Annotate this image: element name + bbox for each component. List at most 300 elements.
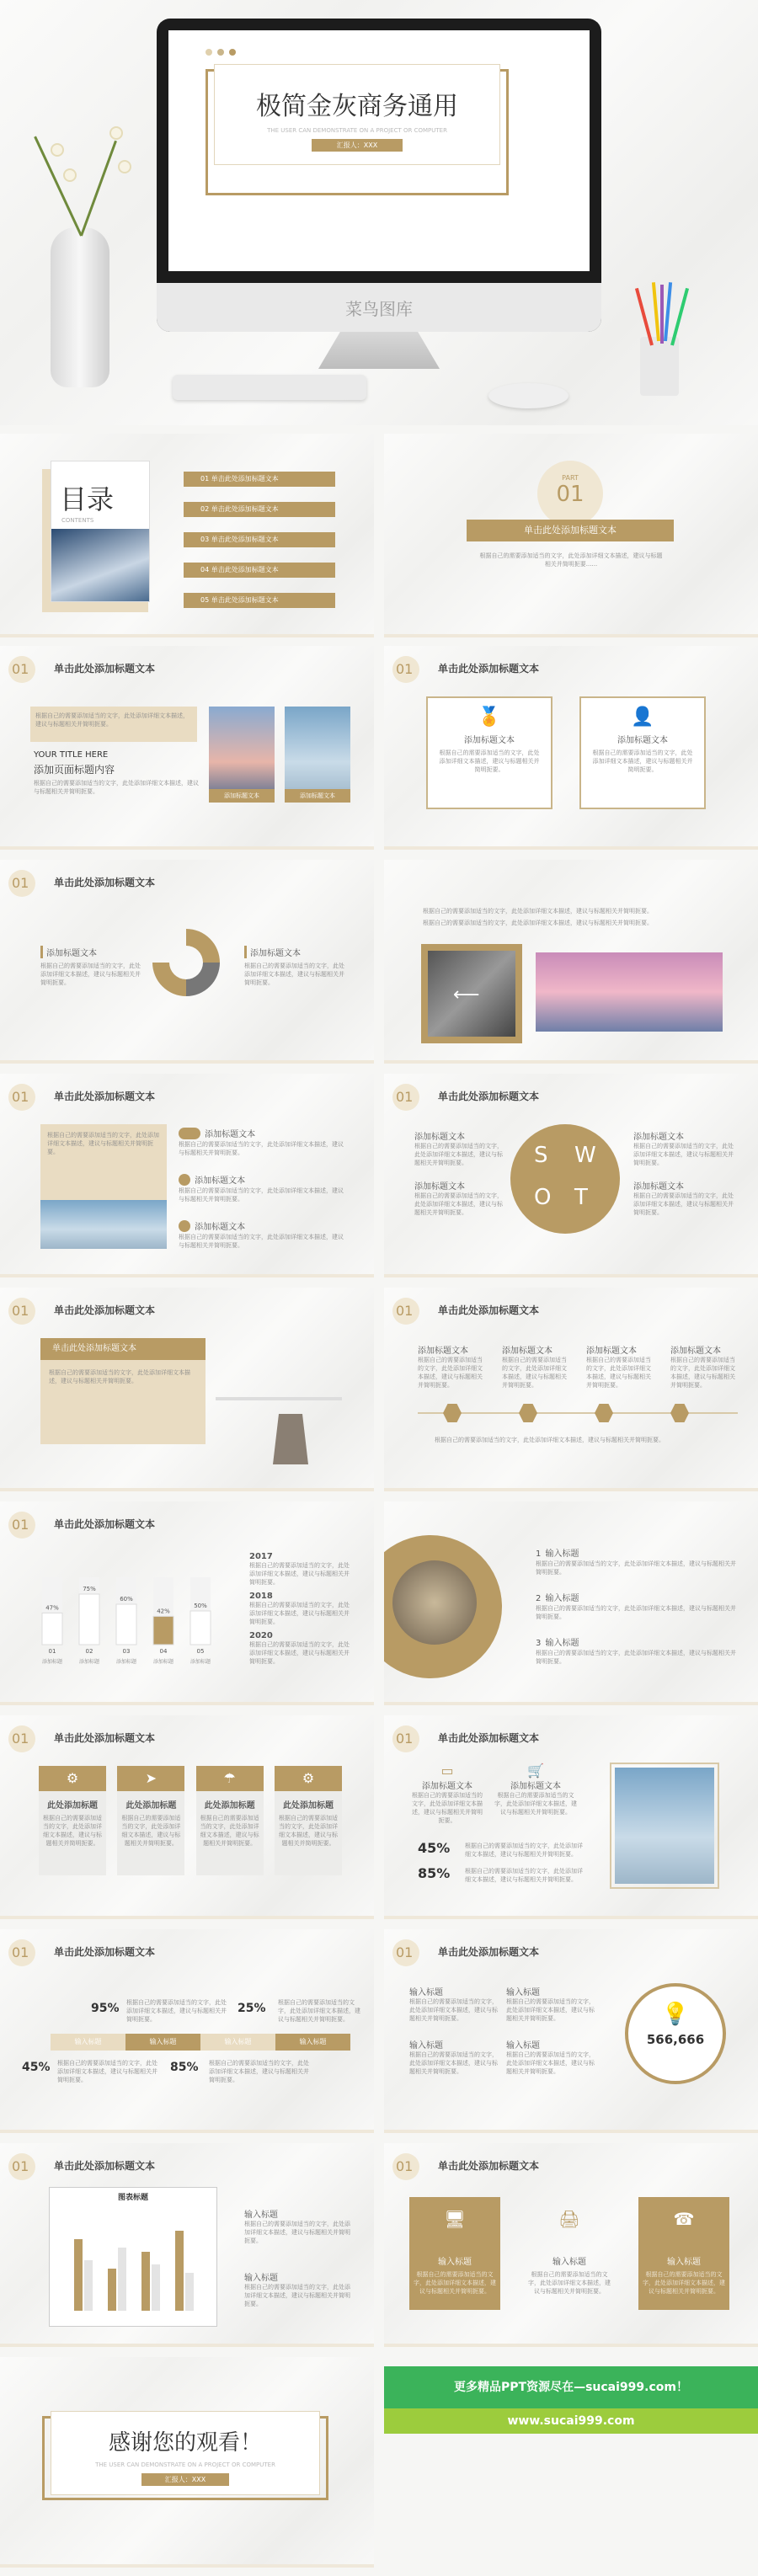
timeline-line: [418, 1412, 738, 1414]
toc-subtitle: CONTENTS: [61, 517, 94, 524]
slide-number: 01: [8, 1512, 35, 1539]
bar: [175, 2231, 184, 2311]
group-title: 添加标题文本: [40, 946, 141, 958]
input-title: 输入标题: [244, 2274, 278, 2283]
phone-icon: ☎: [673, 2209, 695, 2229]
step-number: 2: [536, 1594, 542, 1603]
tab[interactable]: 输入标题: [275, 2034, 350, 2051]
swot-w: W: [574, 1143, 596, 1168]
paragraph: 根据自己的需要添加适当的文字，此处添加详细文本描述，建议与标题相关并简明扼要。: [423, 920, 653, 926]
toc-item[interactable]: 05 单击此处添加标题文本: [184, 593, 335, 608]
tab[interactable]: 输入标题: [51, 2034, 125, 2051]
card-title: 此处添加标题: [47, 1801, 98, 1811]
bar: [108, 2269, 116, 2311]
feature-card: [579, 696, 706, 809]
slide-title: 单击此处添加标题文本: [438, 1091, 540, 1102]
mini-bar-chart: [67, 2210, 201, 2311]
text-group-right: [244, 946, 345, 987]
chair-illustration: [261, 1414, 320, 1464]
input-title: 输入标题: [506, 2041, 540, 2051]
tile: [524, 2197, 615, 2310]
slide-toc: [0, 434, 374, 637]
data-label: 75%: [83, 1586, 96, 1592]
data-label: 50%: [194, 1603, 207, 1609]
bar: [185, 2273, 194, 2311]
tick-label: 01: [48, 1648, 56, 1655]
group-title: 添加标题文本: [244, 946, 345, 958]
year-label: 2018: [249, 1592, 273, 1601]
tab-strip: [51, 2034, 350, 2051]
text-block-body: 根据自己的需要添加适当的文字，此处添加详细文本描述，建议与标题相关并简明扼要。: [49, 1369, 190, 1384]
plane-photo: [40, 1200, 167, 1249]
timeline-item: [586, 1343, 654, 1389]
text-block-body: 根据自己的需要添加适当的文字，此处添加详细文本描述，建议与标题相关并简明扼要。: [35, 712, 189, 728]
info-card: [39, 1766, 106, 1875]
bar-chart: [34, 1544, 219, 1678]
tile-title: 输入标题: [667, 2258, 701, 2267]
mouse-illustration: [488, 383, 568, 408]
swot-label: 添加标题文本: [414, 1133, 465, 1142]
year-body: 根据自己的需要添加适当的文字，此处添加详细文本描述，建议与标题相关并简明扼要。: [249, 1562, 350, 1586]
year-label: 2020: [249, 1631, 273, 1640]
input-item: [409, 2038, 498, 2076]
slide-3: [0, 646, 374, 850]
bar-group: [175, 2231, 194, 2311]
flower-icon: [109, 126, 123, 140]
tile-body: 根据自己的需要添加适当的文字，此处添加详细文本描述，建议与标题相关并简明扼要。: [528, 2271, 611, 2295]
bar: [153, 1616, 173, 1645]
swot-t: T: [574, 1185, 588, 1210]
card-body: 根据自己的需要添加适当的文字，此处添加详细文本描述，建议与标题相关并简明扼要。: [200, 1815, 259, 1847]
monitor-icon: ▭: [440, 1763, 454, 1779]
timeline-note: 根据自己的需要添加适当的文字，此处添加详细文本描述，建议与标题相关并简明扼要。: [435, 1437, 665, 1443]
slide-section: [384, 434, 758, 637]
swot-body: 根据自己的需要添加适当的文字，此处添加详细文本描述，建议与标题相关并简明扼要。: [633, 1192, 734, 1216]
step-body: 根据自己的需要添加适当的文字，此处添加详细文本描述，建议与标题相关并简明扼要。: [536, 1605, 736, 1620]
monitor-icon: [179, 1128, 200, 1139]
text-group-left: [40, 946, 141, 987]
feature-body: 根据自己的需要添加适当的文字，此处添加详细文本描述，建议与标题相关并简明扼要。: [179, 1187, 344, 1203]
toc-title: 目录: [60, 483, 115, 515]
photo-frame: [610, 1763, 719, 1889]
input-title: 输入标题: [244, 2211, 278, 2220]
slide-6: [384, 860, 758, 1064]
timeline-title: 添加标题文本: [586, 1347, 637, 1356]
card-title: 添加标题文本: [464, 736, 515, 745]
plane-photo: [285, 707, 350, 799]
text-block-body: 根据自己的需要添加适当的文字，此处添加详细文本描述，建议与标题相关并简明扼要。: [47, 1132, 159, 1155]
slide-number: 01: [392, 1298, 419, 1325]
swot-body: 根据自己的需要添加适当的文字，此处添加详细文本描述，建议与标题相关并简明扼要。: [414, 1143, 503, 1166]
data-label: 47%: [45, 1604, 59, 1612]
step-body: 根据自己的需要添加适当的文字，此处添加详细文本描述，建议与标题相关并简明扼要。: [536, 1560, 736, 1576]
thanks-box: [51, 2411, 320, 2495]
step-number: 1: [536, 1549, 542, 1559]
slide-7: [0, 1074, 374, 1277]
slide-title: 单击此处添加标题文本: [54, 1304, 156, 1316]
slide-15: [0, 1929, 374, 2133]
slide-number: 01: [8, 1298, 35, 1325]
bar: [79, 1594, 99, 1645]
text-block: [40, 1360, 206, 1444]
step-title: 输入标题: [545, 1549, 579, 1559]
feature-item: [179, 1124, 347, 1157]
pct-body: 根据自己的需要添加适当的文字，此处添加详细文本描述，建议与标题相关并简明扼要。: [465, 1868, 583, 1883]
cover-title: 极简金灰商务通用: [256, 92, 458, 121]
section-desc: 根据自己的需要添加适当的文字，此处添加详细文本描述，建议与标题相关并简明扼要......: [479, 552, 663, 568]
stat-pct: 45%: [418, 1840, 451, 1856]
monitor-screen: [168, 30, 590, 271]
swot-label: 添加标题文本: [414, 1182, 465, 1192]
feature-card: [426, 696, 552, 809]
title-box: [214, 64, 500, 165]
vase-illustration: [51, 227, 109, 387]
card-title: 此处添加标题: [204, 1801, 255, 1811]
bar: [141, 2252, 150, 2311]
input-list: [244, 2207, 354, 2308]
slide-title: 单击此处添加标题文本: [438, 1732, 540, 1744]
bar: [42, 1613, 62, 1645]
timeline-node-icon: [443, 1404, 462, 1422]
card-body: 根据自己的需要添加适当的文字，此处添加详细文本描述，建议与标题相关并简明扼要。: [592, 749, 693, 773]
ad-line1[interactable]: 更多精品PPT资源尽在—sucai999.com！: [384, 2366, 758, 2408]
en-title: YOUR TITLE HERE: [34, 750, 109, 760]
pencil-icon: [670, 288, 689, 346]
cover-author: 汇报人：XXX: [312, 139, 403, 152]
slide-14: [384, 1715, 758, 1919]
dots-decoration: [206, 49, 236, 56]
swot-body: 根据自己的需要添加适当的文字，此处添加详细文本描述，建议与标题相关并简明扼要。: [414, 1192, 503, 1216]
bridge-photo: [536, 952, 723, 1032]
slide-number: 01: [8, 870, 35, 897]
input-title: 输入标题: [409, 2041, 443, 2051]
chart-box: [49, 2187, 217, 2327]
swot-body: 根据自己的需要添加适当的文字，此处添加详细文本描述，建议与标题相关并简明扼要。: [633, 1143, 734, 1166]
tile-title: 输入标题: [552, 2258, 586, 2267]
timeline-item: [418, 1343, 485, 1389]
keyboard-illustration: [173, 375, 366, 400]
slide-title: 单击此处添加标题文本: [438, 1304, 540, 1316]
slide-11-chart: [0, 1501, 374, 1705]
slide-title: 单击此处添加标题文本: [438, 2160, 540, 2172]
pct-body: 根据自己的需要添加适当的文字，此处添加详细文本描述，建议与标题相关并简明扼要。: [57, 2060, 157, 2083]
slide-9: [0, 1288, 374, 1491]
slide-number: 01: [392, 2153, 419, 2180]
desk-illustration: [216, 1397, 342, 1400]
toc-item[interactable]: 03 单击此处添加标题文本: [184, 532, 335, 547]
photo-caption: 添加标题文本: [285, 789, 350, 803]
input-item: [506, 1985, 595, 2023]
banner-title: 单击此处添加标题文本: [40, 1338, 206, 1360]
slide-title: 单击此处添加标题文本: [54, 1732, 156, 1744]
pct-value: 95%: [91, 2002, 120, 2015]
slide-title: 单击此处添加标题文本: [438, 663, 540, 675]
slide-number: 01: [8, 1725, 35, 1752]
photo-caption: 添加标题文本: [209, 789, 275, 803]
year-body: 根据自己的需要添加适当的文字，此处添加详细文本描述，建议与标题相关并简明扼要。: [249, 1602, 350, 1625]
input-body: 根据自己的需要添加适当的文字，此处添加详细文本描述，建议与标题相关并简明扼要。: [244, 2284, 350, 2307]
timeline-node-icon: [670, 1404, 689, 1422]
group-body: 根据自己的需要添加适当的文字，此处添加详细文本描述，建议与标题相关并简明扼要。: [40, 963, 141, 986]
pct-body: 根据自己的需要添加适当的文字，此处添加详细文本描述，建议与标题相关并简明扼要。: [126, 1999, 227, 2023]
bridge-photo: [209, 707, 275, 799]
timeline-body: 根据自己的需要添加适当的文字，此处添加详细文本描述，建议与标题相关并简明扼要。: [586, 1357, 651, 1389]
tile: [638, 2197, 729, 2310]
step-title: 输入标题: [545, 1594, 579, 1603]
slide-number: 01: [392, 1084, 419, 1111]
tick-label: 05: [196, 1648, 205, 1655]
pct-body: 根据自己的需要添加适当的文字，此处添加详细文本描述，建议与标题相关并简明扼要。: [209, 2060, 309, 2083]
toc-item[interactable]: 04 单击此处添加标题文本: [184, 563, 335, 578]
slide-16: [384, 1929, 758, 2133]
bar: [84, 2260, 93, 2311]
input-title: 输入标题: [506, 1988, 540, 1997]
swot-label: 添加标题文本: [633, 1182, 684, 1192]
slide-17: [0, 2143, 374, 2347]
slide-5: [0, 860, 374, 1064]
year-list: [249, 1552, 350, 1666]
tile-row: [409, 2197, 729, 2310]
medal-icon: 🏅: [478, 707, 501, 728]
swot-left: [414, 1129, 507, 1217]
group-body: 根据自己的需要添加适当的文字，此处添加详细文本描述，建议与标题相关并简明扼要。: [244, 963, 344, 986]
year-label: 2017: [249, 1552, 273, 1561]
stat-body: 根据自己的需要添加适当的文字，此处添加详细文本描述，建议与标题相关并简明扼要。: [494, 1792, 577, 1816]
tick-label: 04: [159, 1648, 168, 1655]
info-card: [117, 1766, 184, 1875]
photo-frame: [421, 944, 522, 1043]
stat-circle: [625, 1983, 726, 2084]
card-body: 根据自己的需要添加适当的文字，此处添加详细文本描述，建议与标题相关并简明扼要。: [278, 1815, 338, 1847]
slide-title: 单击此处添加标题文本: [438, 1946, 540, 1958]
slide-18: [384, 2143, 758, 2347]
slide-number: 01: [392, 656, 419, 683]
swot-o: O: [534, 1185, 552, 1210]
thanks-author: 汇报人：XXX: [141, 2473, 229, 2486]
data-label: 60%: [120, 1596, 133, 1603]
send-icon: ➤: [117, 1766, 184, 1791]
section-badge: [537, 461, 603, 526]
swot-circle: [510, 1124, 620, 1234]
feature-list: [179, 1124, 347, 1250]
tile: [409, 2197, 500, 2310]
slide-title: 单击此处添加标题文本: [54, 877, 156, 888]
slide-number: 01: [392, 1939, 419, 1966]
swot-label: 添加标题文本: [633, 1133, 684, 1142]
cover-hero: [0, 0, 758, 425]
monitor-stand: [318, 332, 440, 369]
step-list: [536, 1544, 738, 1666]
pencil-icon: [652, 282, 660, 341]
section-number: 01: [556, 482, 585, 507]
pencil-icon: [664, 282, 672, 341]
input-title: 输入标题: [409, 1988, 443, 1997]
year-body: 根据自己的需要添加适当的文字，此处添加详细文本描述，建议与标题相关并简明扼要。: [249, 1641, 350, 1665]
circle-frame: [384, 1535, 502, 1678]
slide-thanks: [0, 2357, 374, 2568]
step-title: 输入标题: [545, 1639, 579, 1648]
feature-title: 添加标题文本: [195, 1223, 246, 1232]
feature-body: 根据自己的需要添加适当的文字，此处添加详细文本描述，建议与标题相关并简明扼要。: [179, 1234, 344, 1249]
slide-number: 01: [8, 2153, 35, 2180]
building-photo: [51, 529, 149, 601]
lightbulb-icon: 💡: [661, 2002, 690, 2027]
brand-label: 菜鸟图库: [157, 283, 601, 332]
tile-body: 根据自己的需要添加适当的文字，此处添加详细文本描述，建议与标题相关并简明扼要。: [414, 2271, 496, 2295]
timeline-node-icon: [519, 1404, 537, 1422]
monitor-illustration: [157, 19, 601, 332]
flower-icon: [118, 160, 131, 173]
user-icon: 👤: [631, 707, 654, 728]
umbrella-icon: ☂: [196, 1766, 264, 1791]
card-row: [39, 1766, 342, 1875]
bar-group: [74, 2239, 93, 2311]
toc-card: [51, 461, 150, 602]
input-grid: [409, 1985, 595, 2076]
timeline-body: 根据自己的需要添加适当的文字，此处添加详细文本描述，建议与标题相关并简明扼要。: [502, 1357, 567, 1389]
slide-title: 单击此处添加标题文本: [54, 1946, 156, 1958]
tick-label: 02: [85, 1648, 93, 1655]
timeline-title: 添加标题文本: [670, 1347, 721, 1356]
input-body: 根据自己的需要添加适当的文字，此处添加详细文本描述，建议与标题相关并简明扼要。: [409, 1998, 498, 2022]
card-title: 添加标题文本: [617, 736, 668, 745]
step-body: 根据自己的需要添加适当的文字，此处添加详细文本描述，建议与标题相关并简明扼要。: [536, 1650, 736, 1665]
text-block: [30, 707, 197, 742]
chart-title: 图表标题: [117, 2194, 148, 2202]
text-block: [40, 1124, 167, 1205]
category-label: 添加标题: [152, 1659, 174, 1665]
arrow-icon: ⟵: [453, 984, 480, 1005]
data-label: 42%: [157, 1608, 170, 1615]
section-part: PART: [562, 474, 579, 482]
flower-icon: [63, 168, 77, 182]
cn-title: 添加页面标题内容: [34, 764, 115, 776]
step-number: 3: [536, 1639, 542, 1648]
flower-stem: [80, 141, 117, 237]
thanks-subtitle: THE USER CAN DEMONSTRATE ON A PROJECT OR COMPUTER: [95, 2461, 275, 2468]
road-photo: [428, 951, 515, 1037]
flower-icon: [51, 143, 64, 157]
slide-4: [384, 646, 758, 850]
input-body: 根据自己的需要添加适当的文字，此处添加详细文本描述，建议与标题相关并简明扼要。: [506, 1998, 595, 2022]
swot-s: S: [534, 1143, 548, 1168]
timeline-item: [502, 1343, 569, 1389]
input-body: 根据自己的需要添加适当的文字，此处添加详细文本描述，建议与标题相关并简明扼要。: [506, 2051, 595, 2075]
tab[interactable]: 输入标题: [200, 2034, 275, 2051]
gear-icon: ⚙: [39, 1766, 106, 1791]
gear-icon: [179, 1174, 190, 1186]
timeline-body: 根据自己的需要添加适当的文字，此处添加详细文本描述，建议与标题相关并简明扼要。: [418, 1357, 483, 1389]
feature-item: [179, 1217, 347, 1250]
cover-subtitle: THE USER CAN DEMONSTRATE ON A PROJECT OR COMPUTER: [267, 127, 447, 134]
slide-10-timeline: [384, 1288, 758, 1491]
card-body: 根据自己的需要添加适当的文字，此处添加详细文本描述，建议与标题相关并简明扼要。: [43, 1815, 102, 1847]
tile-body: 根据自己的需要添加适当的文字，此处添加详细文本描述，建议与标题相关并简明扼要。: [643, 2271, 725, 2295]
slide-13: [0, 1715, 374, 1919]
card-body: 根据自己的需要添加适当的文字，此处添加详细文本描述，建议与标题相关并简明扼要。: [121, 1815, 181, 1847]
bar-chart-svg: [34, 1544, 219, 1678]
ad-line2[interactable]: www.sucai999.com: [384, 2408, 758, 2434]
swot-right: [633, 1129, 734, 1217]
info-card: [275, 1766, 342, 1875]
pct-body: 根据自己的需要添加适当的文字，此处添加详细文本描述，建议与标题相关并简明扼要。: [278, 1999, 360, 2023]
stat-title: 添加标题文本: [510, 1782, 561, 1791]
timeline-item: [670, 1343, 738, 1389]
slide-number: 01: [8, 1939, 35, 1966]
thanks-title: 感谢您的观看！: [108, 2430, 262, 2456]
slide-title: 单击此处添加标题文本: [54, 1518, 156, 1530]
info-card: [196, 1766, 264, 1875]
pct-value: 25%: [238, 2002, 266, 2015]
stat-number: 566,666: [646, 2032, 705, 2047]
slide-number: 01: [8, 1084, 35, 1111]
bar: [118, 2248, 126, 2311]
slide-number: 01: [392, 1725, 419, 1752]
input-item: [409, 1985, 498, 2023]
pct-value: 45%: [22, 2061, 51, 2074]
input-body: 根据自己的需要添加适当的文字，此处添加详细文本描述，建议与标题相关并简明扼要。: [409, 2051, 498, 2075]
bar: [152, 2264, 160, 2311]
timeline-node-icon: [595, 1404, 613, 1422]
category-label: 添加标题: [115, 1659, 137, 1665]
paragraph: 根据自己的需要添加适当的文字，此处添加详细文本描述，建议与标题相关并简明扼要。: [423, 908, 653, 915]
card-body: 根据自己的需要添加适当的文字，此处添加详细文本描述，建议与标题相关并简明扼要。: [439, 749, 540, 773]
stat-body: 根据自己的需要添加适当的文字，此处添加详细文本描述，建议与标题相关并简明扼要。: [412, 1792, 483, 1824]
feature-body: 根据自己的需要添加适当的文字，此处添加详细文本描述，建议与标题相关并简明扼要。: [179, 1141, 344, 1156]
feature-title: 添加标题文本: [195, 1176, 246, 1186]
tile-title: 输入标题: [438, 2258, 472, 2267]
body-text: 根据自己的需要添加适当的文字，此处添加详细文本描述，建议与标题相关并简明扼要。: [34, 780, 199, 795]
toc-item[interactable]: 01 单击此处添加标题文本: [184, 472, 335, 487]
bar: [116, 1604, 136, 1645]
card-title: 此处添加标题: [282, 1801, 334, 1811]
pct-value: 85%: [170, 2061, 199, 2074]
category-label: 添加标题: [78, 1659, 100, 1665]
pencil-icon: [660, 285, 664, 344]
timeline-body: 根据自己的需要添加适当的文字，此处添加详细文本描述，建议与标题相关并简明扼要。: [670, 1357, 735, 1389]
bar-group: [108, 2248, 126, 2311]
feature-item: [179, 1171, 347, 1203]
ad-banner[interactable]: [384, 2366, 758, 2469]
step-item: [536, 1588, 738, 1621]
step-item: [536, 1544, 738, 1576]
bar-group: [141, 2252, 160, 2311]
timeline-title: 添加标题文本: [502, 1347, 552, 1356]
slide-title: 单击此处添加标题文本: [54, 2160, 156, 2172]
plane-photo: [615, 1768, 714, 1884]
stat-item: [409, 1763, 485, 1825]
input-item: [506, 2038, 595, 2076]
section-title: 单击此处添加标题文本: [467, 520, 674, 541]
stat-title: 添加标题文本: [422, 1782, 472, 1791]
input-body: 根据自己的需要添加适当的文字，此处添加详细文本描述，建议与标题相关并简明扼要。: [244, 2221, 350, 2244]
tools-icon: [179, 1220, 190, 1232]
tick-label: 03: [122, 1648, 131, 1655]
slide-number: 01: [8, 656, 35, 683]
gear-icon: ⚙: [275, 1766, 342, 1791]
step-item: [536, 1633, 738, 1666]
printer-icon: 🖨: [558, 2209, 580, 2229]
category-label: 添加标题: [190, 1659, 211, 1665]
stat-item: [494, 1763, 578, 1816]
slide-title: 单击此处添加标题文本: [54, 1091, 156, 1102]
toc-item[interactable]: 02 单击此处添加标题文本: [184, 502, 335, 517]
tab[interactable]: 输入标题: [125, 2034, 200, 2051]
cart-icon: 🛒: [527, 1763, 544, 1779]
category-label: 添加标题: [41, 1659, 63, 1665]
timeline-labels: [418, 1343, 738, 1389]
monitor-icon: 🖥: [444, 2209, 466, 2229]
